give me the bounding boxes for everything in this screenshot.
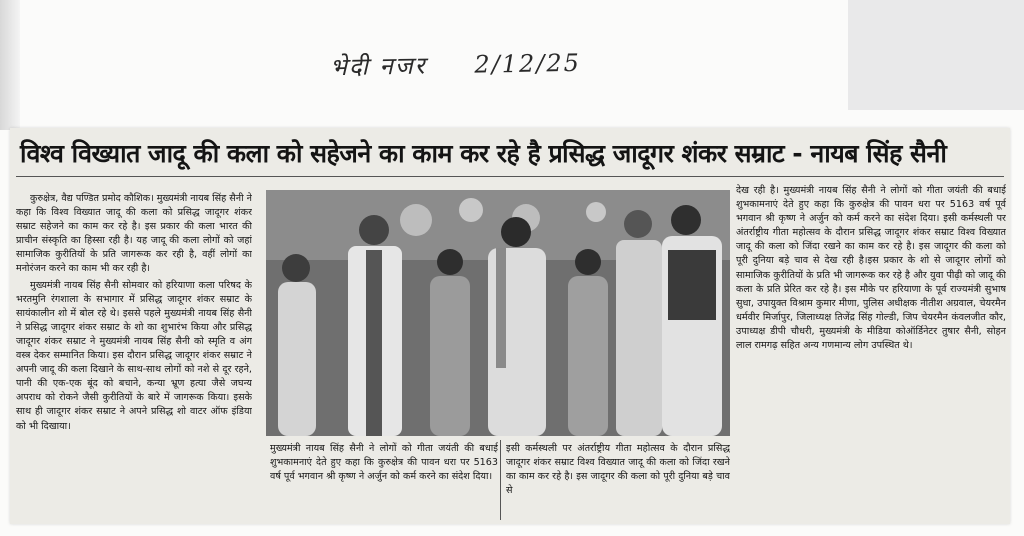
newspaper-clipping [10,128,1010,524]
event-photo-illustration [266,190,730,436]
scan-edge-right [848,0,1024,110]
paragraph: मुख्यमंत्री नायब सिंह सैनी सोमवार को हरियाणा कला परिषद के भरतमुनि रंगशाला के सभागार में प्रसिद्ध जादूगर शंकर सम्राट के सायंकालीन शो में बोल रहे थे। इससे पहले मुख्यमंत्री नायब सिंह सैनी ने प्रसिद्ध जादूगर शंकर सम्राट के शो का शुभारंभ किया और प्रसिद्ध जादूगर शंकर सम्राट ने मुख्यमंत्री नायब सिंह सैनी को स्मृति व अंग वस्त्र देकर सम्मानित किया। इस दौरान प्रसिद्ध जादूगर शंकर सम्राट ने अपनी जादू की कला दिखाने के साथ-साथ लोगों को नशे से दूर रहने, पानी की एक-एक बूंद को बचाने, कन्या भ्रूण हत्या जैसे जघन्य अपराध को रोकने जैसी कुरीतियों के बारे में जागरूक किया। इसके साथ ही जादूगर शंकर सम्राट ने अपने प्रसिद्ध शो वाटर ऑफ इंडिया को भी दिखाया। [16,279,252,432]
event-photo [266,190,730,436]
handwritten-date: 2/12/25 [474,48,582,79]
scan-edge-left [0,0,20,130]
photo-caption-right: इसी कर्मस्थली पर अंतर्राष्ट्रीय गीता महोत्सव के दौरान प्रसिद्ध जादूगर शंकर सम्राट विश्व विख्यात जादू की कला को जिंदा रखने का काम कर रहे है। इस जादूगर की कला को पूरी दुनिया बड़े चाव से [506,443,730,497]
paragraph: देख रही है। मुख्यमंत्री नायब सिंह सैनी ने लोगों को गीता जयंती की बधाई शुभकामनाएं देते हुए कहा कि कुरुक्षेत्र की पावन धरा पर 5163 वर्ष पूर्व भगवान श्री कृष्ण ने अर्जुन को कर्म करने का संदेश दिया। इसी कर्मस्थली पर अंतर्राष्ट्रीय गीता महोत्सव के दौरान प्रसिद्ध जादूगर शंकर सम्राट विश्व विख्यात जादू की कला को जिंदा रखने का काम कर रहे है। इस जादूगर की कला को पूरी दुनिया बड़े चाव से देख रही है।इस प्रकार के शो से जादूगर लोगों को सामाजिक कुरीतियों के प्रति भी जागरूक कर रहे है और युवा पीढ़ी को जादू की कला के प्रति प्रेरित कर रहे है। इस मौके पर हरियाणा के पूर्व राज्यमंत्री सुभाष सुधा, उपायुक्त विश्राम कुमार मीणा, पुलिस अधीक्षक नीतीश अग्रवाल, चेयरमैन धर्मवीर मिर्जापुर, जिलाध्यक्ष तिजेंद्र सिंह गोल्डी, जिप चेयरमैन कंवलजीत कौर, उपाध्यक्ष डीपी चौधरी, मुख्यमंत्री के मीडिया कोऑर्डिनेटर तुषार सैनी, सोहन लाल रामगढ़ सहित अन्य गणमान्य लोग उपस्थित थे। [736,185,1006,352]
paragraph: कुरुक्षेत्र, वैद्य पण्डित प्रमोद कौशिक। मुख्यमंत्री नायब सिंह सैनी ने कहा कि विश्व विख्यात जादू की कला को प्रसिद्ध जादूगर शंकर सम्राट सहेजने का काम कर रहे है। इस प्रकार की कला भारत की प्राचीन संस्कृति का हिस्सा रही है। यह जादू की कला लोगों को जहां सामाजिक कुरीतियों के प्रति जागरूक कर रही है, वहीं लोगों का मनोरंजन करने का काम भी कर रही है। [16,193,252,275]
article-column-1 [16,192,252,520]
article-column-3 [736,184,1006,514]
handwritten-note [330,46,581,83]
headline-divider [16,176,1004,177]
article-headline: विश्व विख्यात जादू की कला को सहेजने का काम कर रहे है प्रसिद्ध जादूगर शंकर सम्राट - नायब सिंह सैनी [20,139,947,168]
caption-divider [500,440,501,520]
photo-caption-left: मुख्यमंत्री नायब सिंह सैनी ने लोगों को गीता जयंती की बधाई शुभकामनाएं देते हुए कहा कि कुरुक्षेत्र की पावन धरा पर 5163 वर्ष पूर्व भगवान श्री कृष्ण ने अर्जुन को कर्म करने का संदेश दिया। [270,443,498,483]
handwritten-source: भेदी नजर [329,51,427,82]
